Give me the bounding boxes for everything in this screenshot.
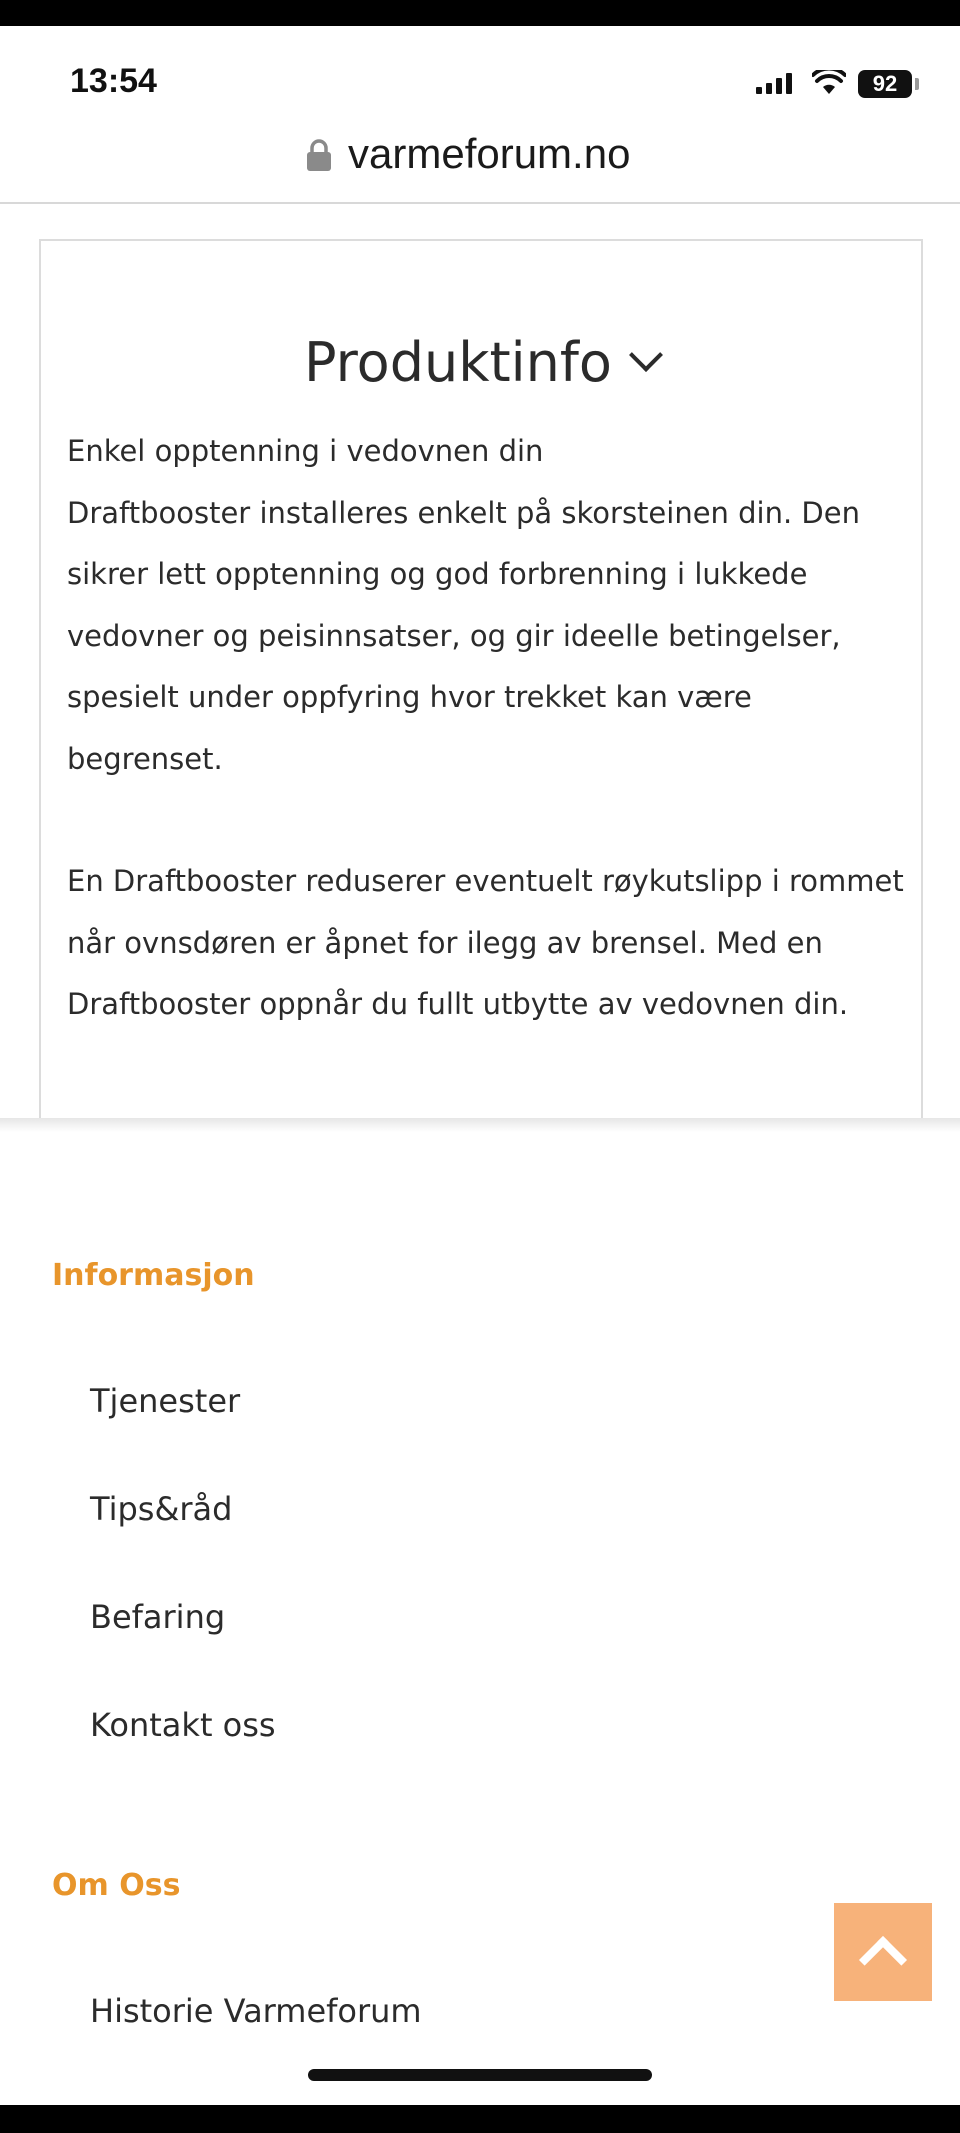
footer-link-kontakt[interactable]: Kontakt oss (90, 1706, 276, 1744)
product-info-title: Produktinfo (304, 331, 612, 394)
section-divider (0, 1118, 960, 1132)
status-time: 13:54 (70, 62, 157, 100)
chevron-up-icon (859, 1936, 907, 1984)
battery-tip (915, 78, 919, 90)
footer-link-befaring[interactable]: Befaring (90, 1598, 226, 1636)
footer-link-historie[interactable]: Historie Varmeforum (90, 1992, 422, 2030)
footer-link-tjenester[interactable]: Tjenester (90, 1382, 241, 1420)
battery-indicator: 92 (858, 70, 912, 98)
product-info-heading: Enkel opptenning i vedovnen din (67, 434, 544, 468)
address-bar[interactable] (0, 120, 960, 204)
footer-link-tips[interactable]: Tips&råd (90, 1490, 233, 1528)
bottom-black-bar (0, 2105, 960, 2133)
chevron-down-icon (629, 338, 663, 372)
product-info-text (67, 421, 907, 1036)
top-black-bar (0, 0, 960, 26)
lock-icon (306, 138, 332, 172)
wifi-icon (812, 70, 846, 96)
product-info-paragraph: En Draftbooster reduserer eventuelt røykutslipp i rommet når ovnsdøren er åpnet for ilegg av brensel. Med en Draftbooster oppnår du fullt utbytte av vedovnen din. (67, 864, 904, 1021)
cellular-signal-icon (756, 72, 792, 94)
footer-heading-informasjon: Informasjon (52, 1258, 255, 1293)
product-info-card (39, 239, 923, 1121)
url-text[interactable]: varmeforum.no (348, 130, 631, 177)
home-indicator[interactable] (308, 2069, 652, 2081)
scroll-to-top-button[interactable] (834, 1903, 932, 2001)
product-info-toggle[interactable] (41, 331, 921, 394)
product-info-paragraph: Draftbooster installeres enkelt på skorsteinen din. Den sikrer lett opptenning og god forbrenning i lukkede vedovner og peisinnsatser, og gir ideelle betingelser, spesielt under oppfyring hvor trekket kan være begrenset. (67, 495, 860, 776)
footer-heading-om-oss: Om Oss (52, 1868, 181, 1903)
